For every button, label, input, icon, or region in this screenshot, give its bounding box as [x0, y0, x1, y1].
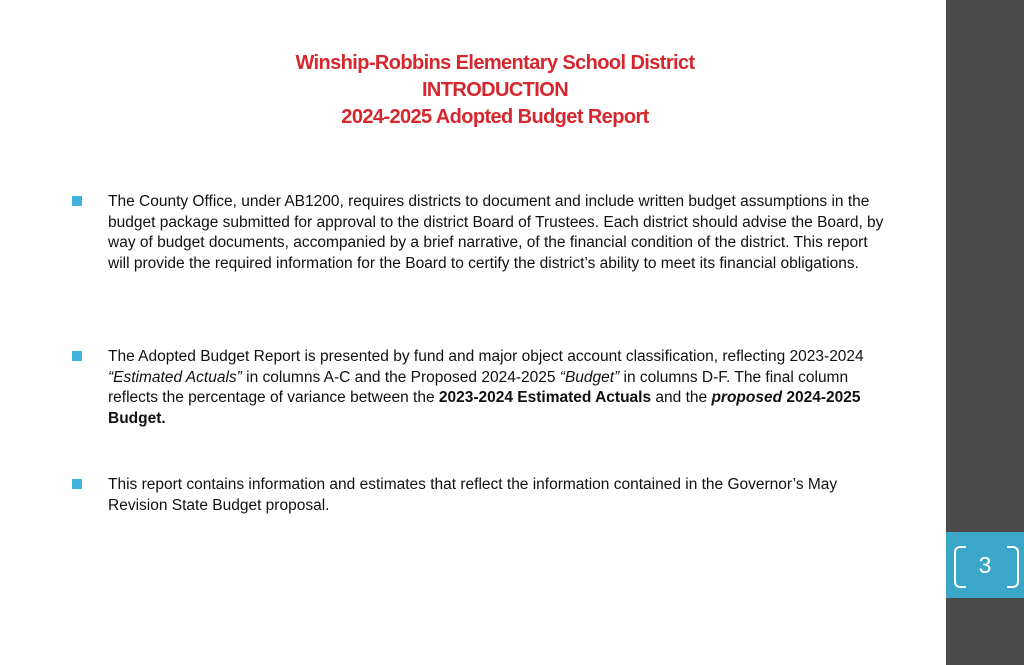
estimated-actuals-italic: “Estimated Actuals”: [108, 368, 242, 386]
proposed-bold-italic: proposed: [711, 389, 783, 407]
estimated-actuals-bold: 2023-2024 Estimated Actuals: [438, 389, 652, 407]
square-bullet-icon: [72, 196, 82, 206]
page-number: 3: [978, 552, 992, 578]
bullet-text: The County Office, under AB1200, requires districts to document and include written budget assumptions in the budget package submitted for approval to the district Board of Trustees. Each district should advise the Board, by way of budget documents, accompanied by a brief narrative, of the financial condition of the district. This report will provide the required information for the Board to certify the district’s ability to meet its financial obligations.: [108, 193, 884, 272]
square-bullet-icon: [72, 479, 82, 489]
text-segment: in columns A-C and the Proposed 2024-2025: [241, 368, 560, 386]
text-segment: in columns D-F. The final column reflects the percentage of variance between the: [108, 368, 849, 407]
title-introduction: INTRODUCTION: [421, 79, 569, 101]
right-brace-icon: [1007, 546, 1019, 588]
bullet-text: This report contains information and estimates that reflect the information contained in the Governor’s May Revision State Budget proposal.: [108, 476, 838, 514]
title-report: 2024-2025 Adopted Budget Report: [341, 106, 649, 128]
budget-bold: 2024-2025 Budget.: [108, 389, 861, 427]
bullet-text: [108, 347, 888, 429]
slide-title: [40, 50, 950, 131]
budget-italic: “Budget”: [559, 368, 620, 386]
title-district: Winship-Robbins Elementary School District: [295, 52, 695, 74]
text-segment: The Adopted Budget Report is presented by fund and major object account classification, reflecting 2023-2024: [108, 348, 864, 365]
text-segment: and the: [651, 389, 712, 407]
square-bullet-icon: [72, 351, 82, 361]
page-number-badge: [946, 532, 1024, 598]
